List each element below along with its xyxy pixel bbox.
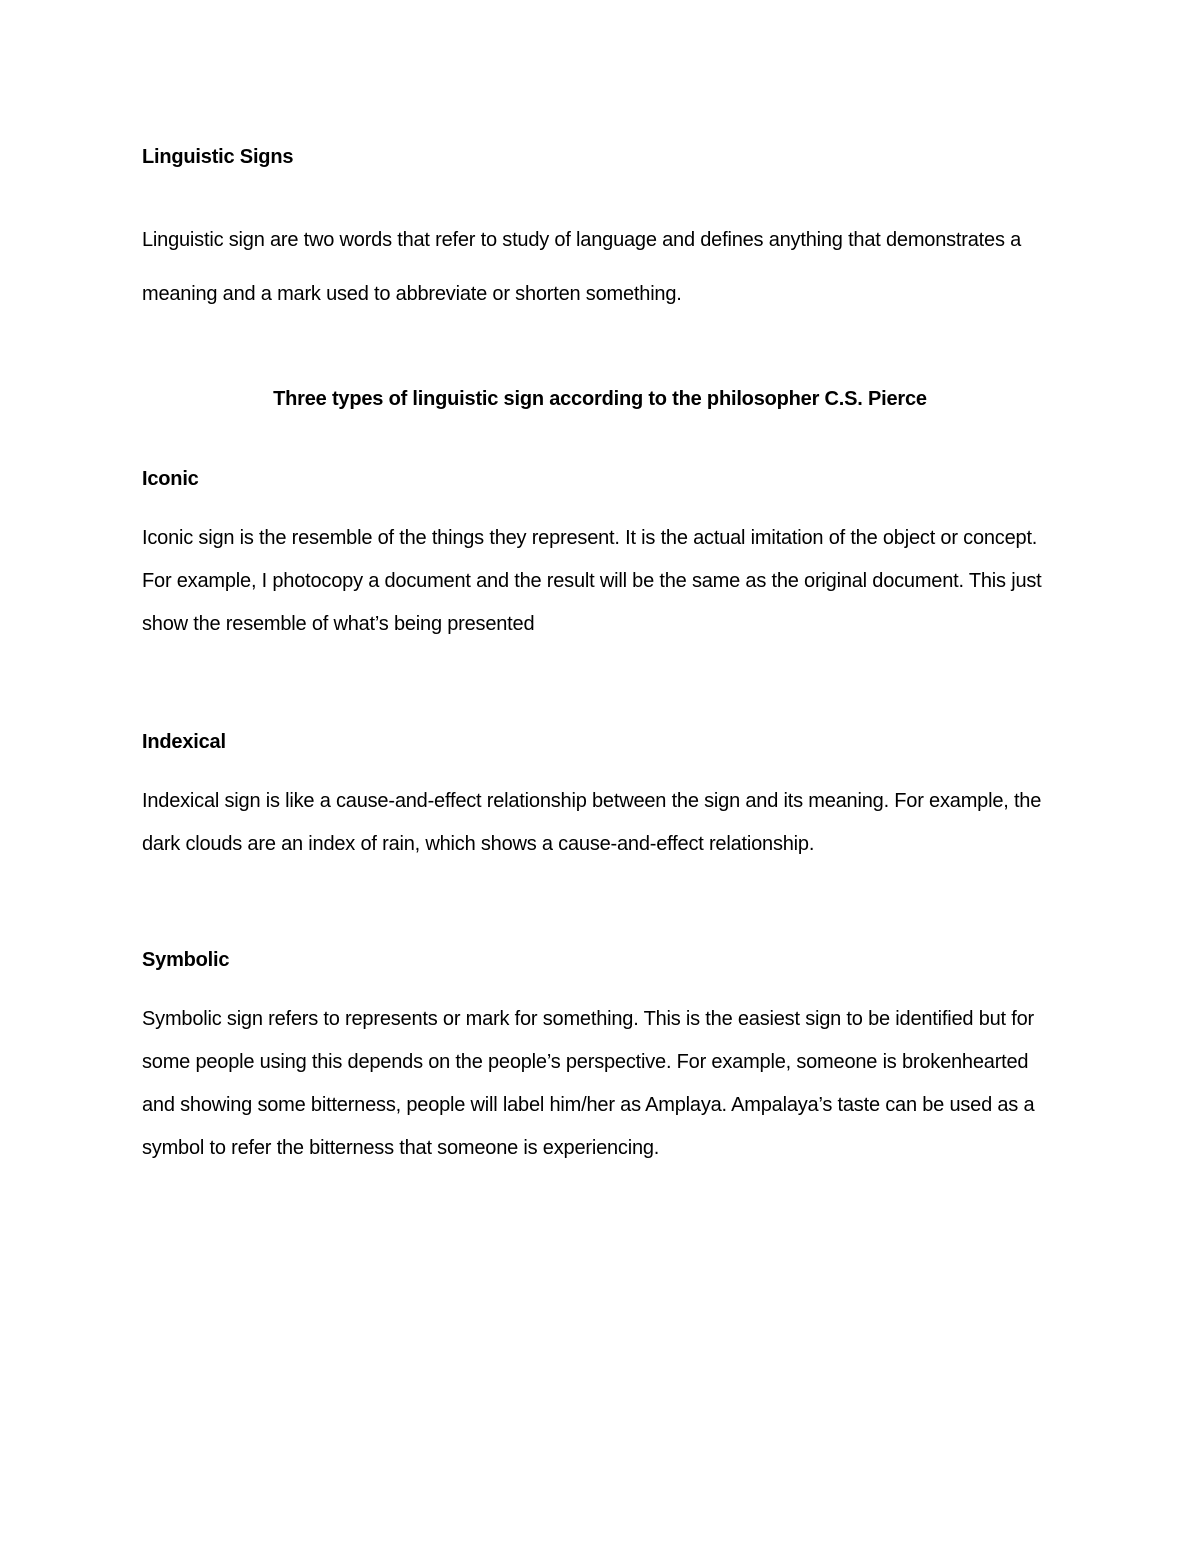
section-heading-symbolic: Symbolic	[142, 949, 230, 971]
types-heading: Three types of linguistic sign according to the philosopher C.S. Pierce	[273, 388, 927, 410]
section-body-indexical: Indexical sign is like a cause-and-effect relationship between the sign and its meaning. For example, the dark clouds are an index of rain, which shows a cause-and-effect relationship.	[142, 790, 1042, 855]
section-body-iconic: Iconic sign is the resemble of the things they represent. It is the actual imitation of the object or concept. For example, I photocopy a document and the result will be the same as the original document. This just show the resemble of what’s being presented	[142, 527, 1042, 635]
section-body-symbolic: Symbolic sign refers to represents or mark for something. This is the easiest sign to be identified but for some people using this depends on the people’s perspective. For example, someone is brokenhearted and showing some bitterness, people will label him/her as Amplaya. Ampalaya’s taste can be used as a symbol to refer the bitterness that someone is experiencing.	[142, 1008, 1035, 1159]
section-heading-iconic: Iconic	[142, 468, 199, 490]
intro-paragraph: Linguistic sign are two words that refer to study of language and defines anything that demonstrates a meaning and a mark used to abbreviate or shorten something.	[142, 229, 1022, 305]
section-heading-indexical: Indexical	[142, 731, 226, 753]
document-title: Linguistic Signs	[142, 146, 294, 168]
